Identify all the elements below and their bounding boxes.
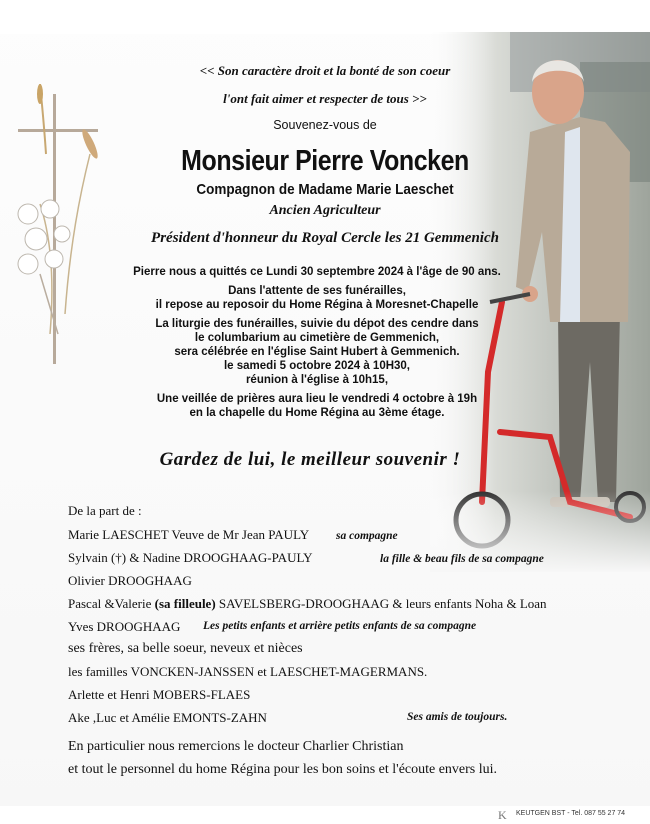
details-line: Dans l'attente de ses funérailles, [228,285,406,297]
thanks-line-1: En particulier nous remercions le docteur Charlier Christian [68,739,404,754]
details-line: il repose au reposoir du Home Régina à Moresnet-Chapelle [155,299,479,311]
family-relation: Les petits enfants et arrière petits enfants de sa compagne [203,620,477,632]
details-line: le samedi 5 octobre 2024 à 10H30, [223,360,411,372]
president-line: Président d'honneur du Royal Cercle les 21 Gemmenich [151,230,499,246]
family-name: Arlette et Henri MOBERS-FLAES [68,687,251,702]
details-line: réunion à l'église à 10h15, [245,374,389,386]
family-name: les familles VONCKEN-JANSSEN et LAESCHET-MAGERMANS. [68,664,428,679]
family-name: Ake ,Luc et Amélie EMONTS-ZAHN [68,710,267,725]
family-name: Olivier DROOGHAAG [68,573,192,588]
details-line: sera célébrée en l'église Saint Hubert à Gemmenich. [174,346,460,358]
funeral-home-logo: K [498,808,507,822]
family-relation: la fille & beau fils de sa compagne [380,553,544,565]
family-name-bold: (sa filleule) [154,596,216,611]
motto: Gardez de lui, le meilleur souvenir ! [159,449,461,470]
from-label: De la part de : [68,503,142,518]
top-margin [0,0,650,34]
souvenez-line: Souvenez-vous de [273,118,377,132]
family-name: ses frères, sa belle soeur, neveux et nièces [68,641,303,656]
companion-line: Compagnon de Madame Marie Laeschet [196,181,454,198]
quote-line-2: l'ont fait aimer et respecter de tous >> [223,91,427,106]
deceased-name: Monsieur Pierre Voncken [181,145,469,177]
family-name-part: Pascal &Valerie [68,596,155,611]
thanks-line-2: et tout le personnel du home Régina pour les bon soins et l'écoute envers lui. [68,762,498,777]
footer [0,806,650,824]
details-line: en la chapelle du Home Régina au 3ème étage. [189,407,445,419]
details-line: La liturgie des funérailles, suivie du dépot des cendre dans [155,318,479,330]
details-line: Pierre nous a quittés ce Lundi 30 septembre 2024 à l'âge de 90 ans. [133,266,501,278]
quote-line-1: << Son caractère droit et la bonté de son coeur [199,63,451,78]
family-name-part: SAVELSBERG-DROOGHAAG & leurs enfants Noha & Loan [215,596,547,611]
family-name: Marie LAESCHET Veuve de Mr Jean PAULY [68,527,310,542]
details-line: le columbarium au cimetière de Gemmenich, [194,332,440,344]
family-name: Yves DROOGHAAG [68,619,181,634]
family-name: Sylvain (†) & Nadine DROOGHAAG-PAULY [68,550,313,565]
funeral-home-contact: KEUTGEN BST - Tel. 087 55 27 74 [516,810,626,817]
profession-line: Ancien Agriculteur [269,203,381,218]
details-line: Une veillée de prières aura lieu le vendredi 4 octobre à 19h [156,393,478,405]
family-name-filleule [68,596,547,612]
family-relation: Ses amis de toujours. [407,711,508,723]
family-relation: sa compagne [336,530,398,542]
